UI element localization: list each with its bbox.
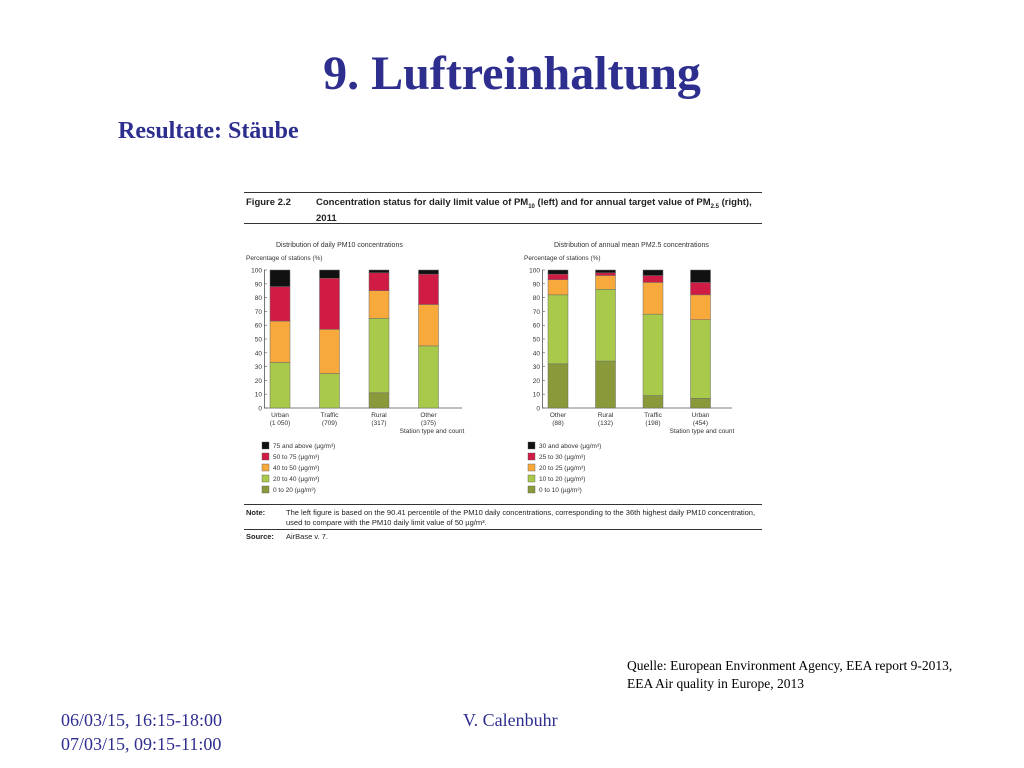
chart2-ytick-label: 0 (536, 405, 540, 413)
chart1-bar-segment (270, 321, 290, 362)
chart1-legend-label: 40 to 50 (µg/m³) (273, 465, 320, 472)
chart1-category-label: Traffic (320, 412, 339, 419)
chart2-legend-swatch (528, 486, 535, 493)
figure-note-rule (244, 504, 762, 505)
chart2-legend-swatch (528, 475, 535, 482)
chart1-legend-label: 0 to 20 (µg/m³) (273, 487, 316, 494)
chart2-ytick-label: 40 (532, 350, 540, 358)
chart2-bar-segment (548, 274, 568, 280)
chart1-ytick-label: 30 (254, 364, 262, 372)
chart2-title: Distribution of annual mean PM2.5 concentrations (554, 242, 709, 249)
footer-dates (61, 708, 222, 756)
chart1-bar-segment (270, 362, 290, 408)
chart2-bar-segment (596, 270, 616, 273)
chart2-legend-swatch (528, 464, 535, 471)
slide-subtitle: Resultate: Stäube (118, 118, 299, 144)
chart1-bar-segment (320, 374, 340, 409)
chart1-bar-segment (320, 329, 340, 373)
footer-date-1: 06/03/15, 16:15-18:00 (61, 710, 222, 730)
chart2-bar-segment (596, 289, 616, 361)
footer-author: V. Calenbuhr (463, 710, 558, 730)
chart2-ytick-label: 10 (532, 391, 540, 399)
chart1-ytick-label: 0 (258, 405, 262, 413)
chart2-legend-swatch (528, 442, 535, 449)
figure-title: Concentration status for daily limit value of $PM_{10}$ (left) and for annual target value of $PM_{2.5}$ (right), 2011 (316, 197, 752, 224)
chart1-bar-segment (419, 274, 439, 304)
chart2-ytick-label: 30 (532, 364, 540, 372)
chart1-category-count: (375) (420, 420, 437, 427)
chart2-ylabel: Percentage of stations (%) (524, 255, 601, 262)
chart1-ytick-label: 20 (254, 377, 262, 385)
chart1-legend-label: 50 to 75 (µg/m³) (273, 454, 320, 461)
chart2-bar-segment (643, 270, 663, 276)
chart1-bar-segment (419, 346, 439, 408)
chart1-ytick-label: 70 (254, 308, 262, 316)
chart2-bar-segment (643, 396, 663, 408)
figure-label: Figure 2.2 (246, 197, 291, 208)
chart2-category-count: (132) (597, 420, 614, 427)
chart1-category-label: Urban (271, 412, 289, 419)
chart2-ytick-label: 70 (532, 308, 540, 316)
source-text: AirBase v. 7. (286, 532, 328, 541)
chart2-legend-label: 20 to 25 (µg/m³) (539, 465, 586, 472)
chart2-bar-segment (548, 280, 568, 295)
chart2-bar-segment (596, 276, 616, 290)
chart2-ytick-label: 80 (532, 295, 540, 303)
chart1-bar-segment (419, 305, 439, 346)
footer-date-2: 07/03/15, 09:15-11:00 (61, 734, 222, 754)
chart2-bar-segment (596, 361, 616, 408)
note-text: The left figure is based on the 90.41 percentile of the PM10 daily concentrations, corresponding to the 36th highest daily PM10 concentration, used to compare with the PM10 daily limit value of 50 µg/m³. (286, 508, 756, 527)
chart2-ytick-label: 50 (532, 336, 540, 344)
chart1-bar-segment (320, 278, 340, 329)
chart1-category-count: (1 050) (269, 420, 291, 427)
chart1-bar-segment (369, 318, 389, 393)
chart1-bar-segment (419, 270, 439, 274)
chart2-category-count: (198) (645, 420, 661, 427)
chart1-bar-segment (369, 291, 389, 319)
chart1-category-label: Other (420, 412, 437, 419)
chart1-bar-segment (270, 287, 290, 322)
chart1-ylabel: Percentage of stations (%) (246, 255, 323, 262)
chart2-bar-segment (691, 270, 711, 282)
chart2-bar-segment (643, 314, 663, 395)
chart1-bar-segment (369, 393, 389, 408)
chart1-ytick-label: 10 (254, 391, 262, 399)
source-label: Source: (246, 532, 274, 541)
chart1-legend-label: 75 and above (µg/m³) (273, 443, 336, 450)
chart1-title: Distribution of daily PM10 concentrations (276, 242, 403, 249)
chart1-legend-swatch (262, 453, 269, 460)
chart2-bar-segment (691, 295, 711, 320)
chart1-ytick-label: 60 (254, 322, 262, 330)
chart1-xlabel: Station type and count (399, 428, 465, 435)
chart2-ytick-label: 90 (532, 281, 540, 289)
chart2-legend-label: 0 to 10 (µg/m³) (539, 487, 582, 494)
chart2-bar-segment (548, 364, 568, 408)
note-label: Note: (246, 508, 266, 517)
chart1-legend-swatch (262, 464, 269, 471)
chart2-bar-segment (596, 273, 616, 276)
chart2-category-label: Other (549, 412, 567, 419)
chart2-category-label: Urban (691, 412, 710, 419)
chart1-bar-segment (270, 270, 290, 287)
chart2-legend-label: 10 to 20 (µg/m³) (539, 476, 586, 483)
chart1-ytick-label: 50 (254, 336, 262, 344)
chart1-legend-label: 20 to 40 (µg/m³) (273, 476, 320, 483)
chart2-bar-segment (643, 282, 663, 314)
chart1-bar-segment (320, 270, 340, 278)
chart1-category-count: (317) (371, 420, 387, 427)
chart2-ytick-label: 60 (532, 322, 540, 330)
chart1-legend-swatch (262, 442, 269, 449)
chart2-category-count: (454) (692, 420, 709, 427)
source-citation: Quelle: European Environment Agency, EEA report 9-2013, EEA Air quality in Europe, 2013 (627, 658, 953, 691)
chart1-ytick-label: 100 (251, 267, 262, 275)
chart2-category-count: (88) (552, 420, 564, 427)
chart2-legend-label: 30 and above (µg/m³) (539, 443, 602, 450)
chart2-xlabel: Station type and count (669, 428, 735, 435)
chart2-legend-swatch (528, 453, 535, 460)
chart2-category-label: Rural (597, 412, 614, 419)
chart1-legend-swatch (262, 486, 269, 493)
chart1-bar-segment (369, 270, 389, 273)
chart2-bar-segment (691, 282, 711, 294)
chart1-ytick-label: 40 (254, 350, 262, 358)
chart2-category-label: Traffic (644, 412, 662, 419)
chart2-bar-segment (691, 320, 711, 399)
chart1-category-count: (709) (321, 420, 338, 427)
slide-title: 9. Luftreinhaltung (323, 47, 701, 100)
chart1-category-label: Rural (371, 412, 387, 419)
chart2-bar-segment (548, 295, 568, 364)
chart2-ytick-label: 100 (529, 267, 540, 275)
chart1-ytick-label: 90 (254, 281, 262, 289)
chart2-bar-segment (691, 398, 711, 408)
figure-source-rule (244, 529, 762, 530)
chart2-bar-segment (548, 270, 568, 274)
chart2-bar-segment (643, 276, 663, 283)
charts-svg (244, 190, 764, 550)
chart1-legend-swatch (262, 475, 269, 482)
chart2-ytick-label: 20 (532, 377, 540, 385)
chart1-bar-segment (369, 273, 389, 291)
figure-panel (244, 190, 764, 550)
chart1-ytick-label: 80 (254, 295, 262, 303)
chart2-legend-label: 25 to 30 (µg/m³) (539, 454, 586, 461)
